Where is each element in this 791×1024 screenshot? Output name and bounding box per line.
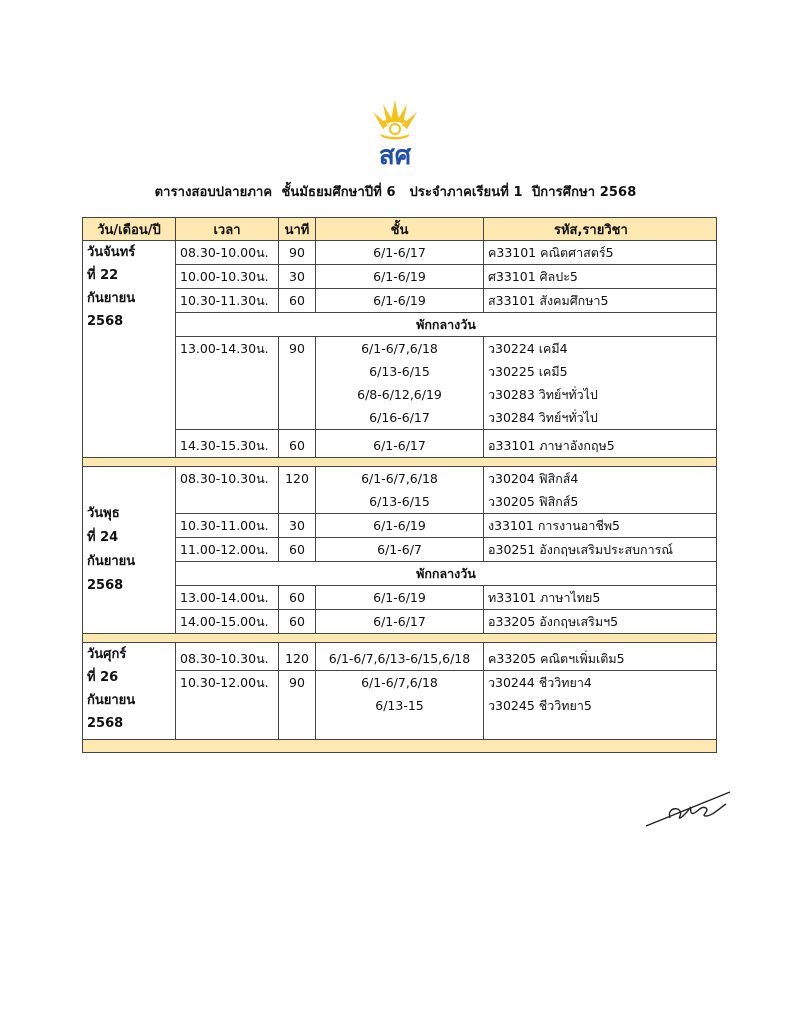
table-row	[83, 467, 717, 514]
subject-cell: ว30224 เคมี4 ว30225 เคมี5 ว30283 วิทย์ฯทั่วไป ว30284 วิทย์ฯทั่วไป	[484, 337, 717, 430]
minutes-cell: 60	[279, 538, 316, 562]
header-time: เวลา	[176, 218, 279, 241]
exam-schedule-table	[82, 217, 717, 753]
time-cell: 10.30-12.00น.	[176, 671, 279, 740]
time-cell: 13.00-14.30น.	[176, 337, 279, 430]
table-row	[83, 643, 717, 671]
minutes-cell: 30	[279, 514, 316, 538]
school-logo	[355, 98, 435, 168]
header-day: วัน/เดือน/ปี	[83, 218, 176, 241]
signature	[640, 784, 740, 834]
day-separator	[83, 458, 717, 467]
time-cell: 08.30-10.30น.	[176, 467, 279, 514]
minutes-cell: 60	[279, 610, 316, 634]
flame-emblem	[373, 100, 417, 140]
minutes-cell: 120	[279, 467, 316, 514]
subject-cell: ว30204 ฟิสิกส์4 ว30205 ฟิสิกส์5	[484, 467, 717, 514]
class-cell: 6/1-6/19	[316, 265, 484, 289]
table-row	[83, 610, 717, 634]
class-cell: 6/1-6/7,6/18 6/13-15	[316, 671, 484, 740]
table-row	[83, 586, 717, 610]
minutes-cell: 60	[279, 430, 316, 458]
header-class: ชั้น	[316, 218, 484, 241]
minutes-cell: 90	[279, 671, 316, 740]
class-cell: 6/1-6/17	[316, 241, 484, 265]
time-cell: 11.00-12.00น.	[176, 538, 279, 562]
table-header-row	[83, 218, 717, 241]
page-title: ตารางสอบปลายภาค ชั้นมัธยมศึกษาปีที่ 6 ประจำภาคเรียนที่ 1 ปีการศึกษา 2568	[154, 185, 637, 200]
lunch-break-label: พักกลางวัน	[176, 313, 717, 337]
header-minutes: นาที	[279, 218, 316, 241]
class-cell: 6/1-6/7,6/18 6/13-6/15 6/8-6/12,6/19 6/16-6/17	[316, 337, 484, 430]
subject-cell: อ33101 ภาษาอังกฤษ5	[484, 430, 717, 458]
day-separator	[83, 634, 717, 643]
subject-cell: ง33101 การงานอาชีพ5	[484, 514, 717, 538]
subject-cell: อ33205 อังกฤษเสริมฯ5	[484, 610, 717, 634]
day-separator	[83, 740, 717, 753]
minutes-cell: 120	[279, 643, 316, 671]
time-cell: 13.00-14.00น.	[176, 586, 279, 610]
time-cell: 10.30-11.00น.	[176, 514, 279, 538]
time-cell: 14.00-15.00น.	[176, 610, 279, 634]
time-cell: 14.30-15.30น.	[176, 430, 279, 458]
lunch-break-row	[83, 562, 717, 586]
minutes-cell: 30	[279, 265, 316, 289]
class-cell: 6/1-6/7,6/13-6/15,6/18	[316, 643, 484, 671]
subject-cell: ส33101 สังคมศึกษา5	[484, 289, 717, 313]
subject-cell: ศ33101 ศิลปะ5	[484, 265, 717, 289]
minutes-cell: 90	[279, 241, 316, 265]
subject-cell: อ30251 อังกฤษเสริมประสบการณ์	[484, 538, 717, 562]
class-cell: 6/1-6/19	[316, 586, 484, 610]
table-row	[83, 337, 717, 430]
class-cell: 6/1-6/7,6/18 6/13-6/15	[316, 467, 484, 514]
subject-cell: ค33101 คณิตศาสตร์5	[484, 241, 717, 265]
lunch-break-label: พักกลางวัน	[176, 562, 717, 586]
subject-cell: ค33205 คณิตฯเพิ่มเติม5	[484, 643, 717, 671]
subject-cell: ท33101 ภาษาไทย5	[484, 586, 717, 610]
table-row	[83, 265, 717, 289]
day-cell: วันศุกร์ ที่ 26 กันยายน 2568	[83, 643, 176, 740]
subject-cell: ว30244 ชีววิทยา4 ว30245 ชีววิทยา5	[484, 671, 717, 740]
day-cell: วันพุธ ที่ 24 กันยายน 2568	[83, 467, 176, 634]
minutes-cell: 60	[279, 289, 316, 313]
class-cell: 6/1-6/19	[316, 289, 484, 313]
class-cell: 6/1-6/7	[316, 538, 484, 562]
minutes-cell: 90	[279, 337, 316, 430]
header-subject: รหัส,รายวิชา	[484, 218, 717, 241]
table-row	[83, 538, 717, 562]
time-cell: 08.30-10.00น.	[176, 241, 279, 265]
day-cell: วันจันทร์ ที่ 22 กันยายน 2568	[83, 241, 176, 458]
table-row	[83, 514, 717, 538]
lunch-break-row	[83, 313, 717, 337]
table-row	[83, 289, 717, 313]
class-cell: 6/1-6/17	[316, 430, 484, 458]
time-cell: 08.30-10.30น.	[176, 643, 279, 671]
time-cell: 10.00-10.30น.	[176, 265, 279, 289]
table-row	[83, 241, 717, 265]
class-cell: 6/1-6/19	[316, 514, 484, 538]
minutes-cell: 60	[279, 586, 316, 610]
class-cell: 6/1-6/17	[316, 610, 484, 634]
logo-text: สศ	[378, 141, 412, 168]
time-cell: 10.30-11.30น.	[176, 289, 279, 313]
table-row	[83, 430, 717, 458]
table-row	[83, 671, 717, 740]
